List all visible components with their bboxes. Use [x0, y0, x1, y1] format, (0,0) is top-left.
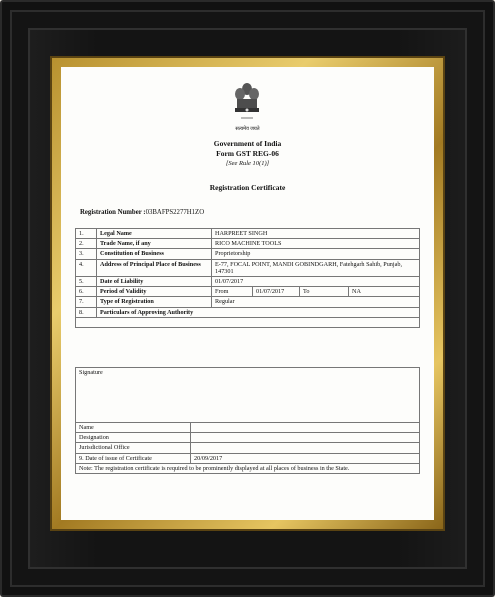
registration-number-label: Registration Number :: [80, 209, 146, 216]
row-number: 7.: [76, 297, 97, 307]
row-value: [76, 317, 420, 327]
row-number: 1.: [76, 229, 97, 239]
row-label: Legal Name: [97, 229, 212, 239]
registration-number-value: 03BAFPS2277H1ZO: [145, 209, 205, 216]
emblem-motto: सत्यमेव जयते: [235, 127, 260, 132]
table-row: [76, 317, 420, 327]
certificate-title: Registration Certificate: [209, 183, 286, 192]
row-number: 5.: [76, 277, 97, 287]
validity-from-value: 01/07/2017: [253, 287, 300, 297]
national-emblem-icon: [231, 81, 263, 127]
table-row: [76, 307, 420, 317]
table-row: [76, 297, 420, 307]
table-row: [76, 287, 420, 297]
display-note: Note: The registration certificate is required to be prominently displayed at all places of business in the State.: [76, 463, 420, 473]
row-number: 6.: [76, 287, 97, 297]
signature-cell: Signature: [76, 368, 420, 423]
name-label: Name: [76, 423, 191, 433]
row-label: Date of Liability: [97, 277, 212, 287]
table-row: [76, 453, 420, 463]
validity-to-label: To: [300, 287, 349, 297]
row-value: 01/07/2017: [212, 277, 420, 287]
rule-reference: [See Rule 10(1)]: [225, 160, 270, 167]
table-row: [76, 423, 420, 433]
government-heading: Government of India: [213, 139, 282, 148]
row-label: Trade Name, if any: [97, 239, 212, 249]
row-label: Address of Principal Place of Business: [97, 259, 212, 276]
table-row: [76, 229, 420, 239]
row-number: 8.: [76, 307, 97, 317]
table-row: [76, 239, 420, 249]
table-row: [76, 443, 420, 453]
issue-date-value: 20/09/2017: [191, 453, 420, 463]
row-value: HARPREET SINGH: [212, 229, 420, 239]
row-label: Period of Validity: [97, 287, 212, 297]
table-row: [76, 277, 420, 287]
office-value: [191, 443, 420, 453]
row-value: Proprietorship: [212, 249, 420, 259]
details-table: [75, 228, 420, 328]
row-value: E-77, FOCAL POINT, MANDI GOBINDGARH, Fatehgarh Sahib, Punjab, 147301: [212, 259, 420, 276]
table-row: [76, 368, 420, 423]
row-label: Particulars of Approving Authority: [97, 307, 420, 317]
name-value: [191, 423, 420, 433]
row-label: Constitution of Business: [97, 249, 212, 259]
table-row: [76, 259, 420, 276]
row-label: Type of Registration: [97, 297, 212, 307]
table-row: [76, 249, 420, 259]
designation-label: Designation: [76, 433, 191, 443]
certificate-paper: [61, 67, 434, 520]
form-heading: Form GST REG-06: [216, 149, 279, 158]
row-value: Regular: [212, 297, 420, 307]
authority-table: [75, 367, 420, 474]
table-row: [76, 433, 420, 443]
validity-to-value: NA: [349, 287, 420, 297]
issue-date-label: 9. Date of issue of Certificate: [76, 453, 191, 463]
table-row: [76, 463, 420, 473]
validity-from-label: From: [212, 287, 253, 297]
row-number: 4.: [76, 259, 97, 276]
office-label: Jurisdictional Office: [76, 443, 191, 453]
registration-number: [80, 209, 204, 216]
designation-value: [191, 433, 420, 443]
row-number: 3.: [76, 249, 97, 259]
row-number: 2.: [76, 239, 97, 249]
row-value: RICO MACHINE TOOLS: [212, 239, 420, 249]
